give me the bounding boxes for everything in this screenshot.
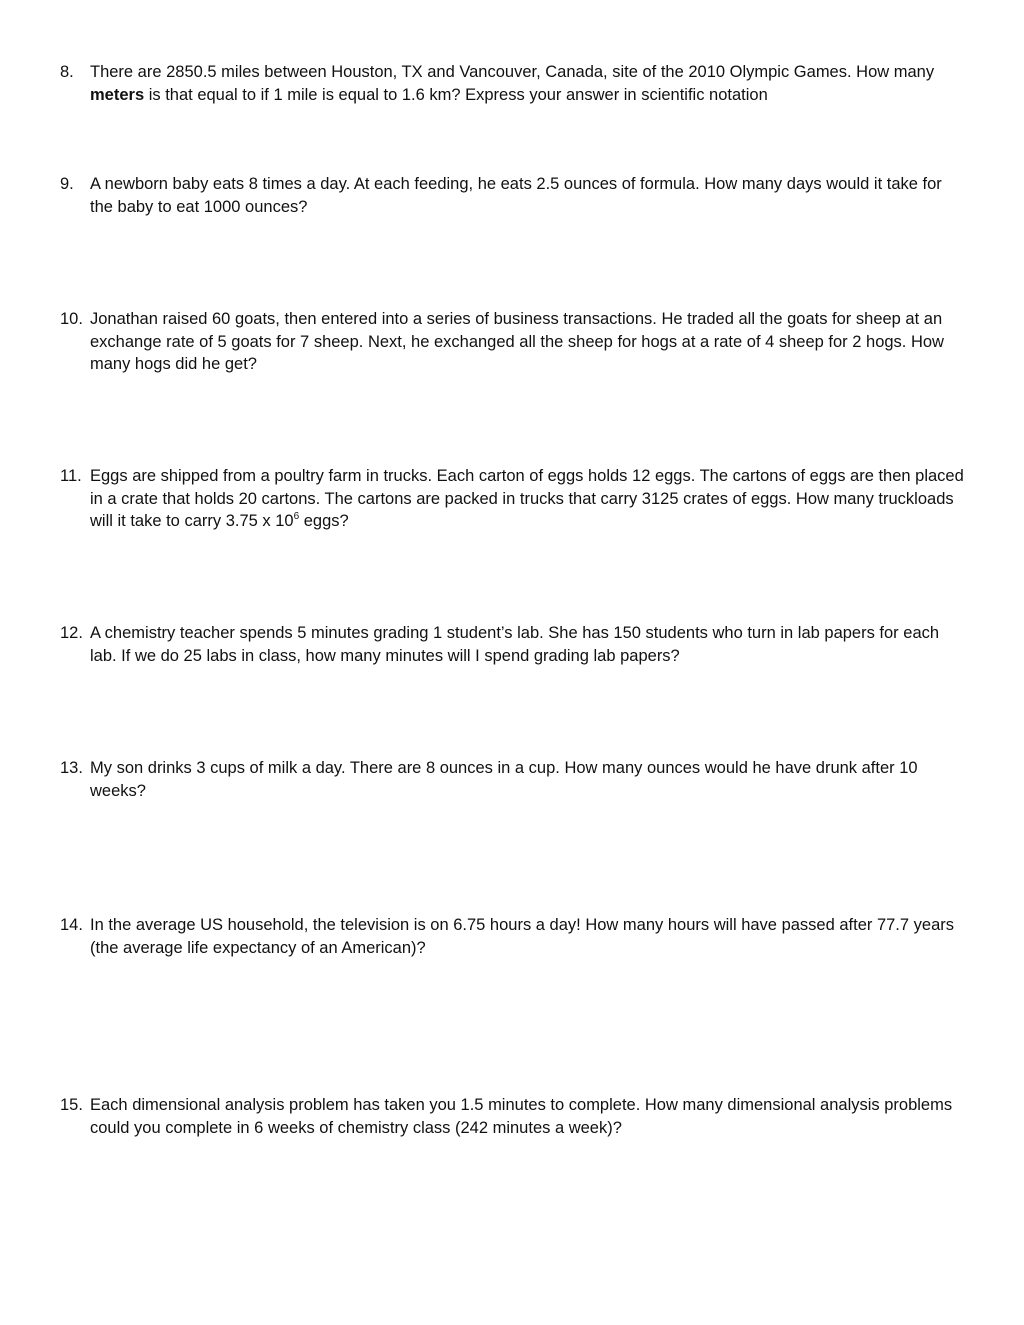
exponent-superscript: 6: [293, 510, 300, 522]
question-number: 12.: [60, 624, 83, 642]
question-text: A newborn baby eats 8 times a day. At each feeding, he eats 2.5 ounces of formula. How many days would it take for the baby to eat 1000 ounces?: [90, 175, 942, 216]
question-13: [60, 757, 965, 802]
question-text: [90, 61, 965, 106]
question-number: 14.: [60, 916, 83, 934]
question-9: [60, 173, 965, 218]
question-text-part: There are 2850.5 miles between Houston, TX and Vancouver, Canada, site of the 2010 Olympic Games. How many: [90, 63, 935, 81]
question-10: [60, 308, 965, 376]
question-text: [90, 465, 965, 533]
question-text: A chemistry teacher spends 5 minutes grading 1 student’s lab. She has 150 students who turn in lab papers for each lab. If we do 25 labs in class, how many minutes will I spend grading lab papers?: [90, 624, 940, 665]
question-14: [60, 914, 965, 959]
question-text: Jonathan raised 60 goats, then entered into a series of business transactions. He traded all the goats for sheep at an exchange rate of 5 goats for 7 sheep. Next, he exchanged all the sheep for hogs at a rate of 4 sheep for 2 hogs. How many hogs did he get?: [90, 310, 944, 373]
question-text-part: is that equal to if 1 mile is equal to 1.6 km? Express your answer in scientific notation: [144, 85, 768, 104]
question-text: In the average US household, the television is on 6.75 hours a day! How many hours will have passed after 77.7 years (the average life expectancy of an American)?: [90, 916, 955, 957]
question-8: [60, 61, 965, 106]
question-text-part: Eggs are shipped from a poultry farm in trucks. Each carton of eggs holds 12 eggs. The cartons of eggs are then placed in a crate that holds 20 cartons. The cartons are packed in trucks that carry 3125 crates of eggs. How many truckloads will it take to carry 3.75 x 10: [90, 467, 964, 530]
question-15: [60, 1094, 965, 1139]
question-12: [60, 622, 965, 667]
question-number: 9.: [60, 175, 74, 193]
question-bold-word: meters: [90, 85, 145, 104]
question-text: Each dimensional analysis problem has taken you 1.5 minutes to complete. How many dimensional analysis problems could you complete in 6 weeks of chemistry class (242 minutes a week)?: [90, 1096, 953, 1137]
question-number: 10.: [60, 310, 83, 328]
question-text-part: eggs?: [299, 512, 349, 530]
question-number: 13.: [60, 759, 83, 777]
question-number: 8.: [60, 63, 74, 81]
question-11: [60, 465, 965, 533]
question-number: 15.: [60, 1096, 83, 1114]
question-text: My son drinks 3 cups of milk a day. There are 8 ounces in a cup. How many ounces would he have drunk after 10 weeks?: [90, 759, 918, 800]
question-number: 11.: [60, 467, 82, 485]
